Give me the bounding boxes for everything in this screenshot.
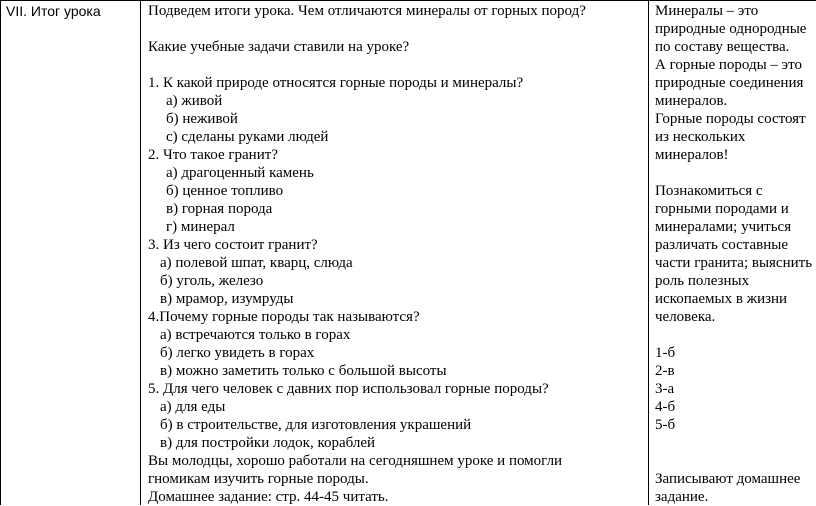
student-line: человека. (655, 309, 716, 325)
student-line: природные соединения (655, 75, 804, 91)
student-line: горными породами и (655, 201, 789, 217)
student-line (655, 452, 812, 470)
homework-line: Домашнее задание: стр. 44-45 читать. (148, 489, 389, 505)
student-line: минералов. (655, 93, 728, 109)
teacher-line: гномикам изучить горные породы. (148, 471, 369, 487)
question-5: 5. Для чего человек с давних пор использовал горные породы? (148, 381, 549, 397)
student-line: задание. (655, 489, 709, 505)
student-line: части гранита; выяснить (655, 255, 813, 271)
quiz-answer: 2-в (655, 363, 675, 379)
answer-option: б) ценное топливо (166, 183, 284, 199)
student-line: Горные породы состоят (655, 111, 806, 127)
student-line: природные однородные (655, 21, 807, 37)
answer-option: в) можно заметить только с большой высоты (160, 363, 447, 379)
answer-option: в) для постройки лодок, кораблей (160, 435, 376, 451)
student-line (655, 434, 812, 452)
teacher-activity-cell (148, 2, 586, 506)
student-line: Минералы – это (655, 3, 759, 19)
student-line: по составу вещества. (655, 39, 790, 55)
question-3: 3. Из чего состоит гранит? (148, 237, 318, 253)
student-line: различать составные (655, 237, 788, 253)
teacher-line: Вы молодцы, хорошо работали на сегодняшнем уроке и помогли (148, 453, 563, 469)
question-1: 1. К какой природе относятся горные породы и минералы? (148, 75, 524, 91)
answer-option: б) легко увидеть в горах (160, 345, 315, 361)
student-line (655, 326, 812, 344)
question-2: 2. Что такое гранит? (148, 147, 278, 163)
stage-title: VII. Итог урока (6, 3, 101, 19)
teacher-line (148, 20, 586, 38)
answer-option: б) в строительстве, для изготовления украшений (160, 417, 472, 433)
answer-option: в) мрамор, изумруды (160, 291, 294, 307)
quiz-answer: 5-б (655, 417, 676, 433)
teacher-line: Подведем итоги урока. Чем отличаются минералы от горных пород? (148, 3, 586, 19)
column-divider-2 (648, 0, 649, 505)
student-line: А горные породы – это (655, 57, 802, 73)
student-line: ископаемых в жизни (655, 291, 788, 307)
answer-option: в) горная порода (166, 201, 273, 217)
answer-option: б) уголь, железо (160, 273, 264, 289)
quiz-answer: 3-а (655, 381, 675, 397)
teacher-line (148, 56, 586, 74)
answer-option: а) для еды (160, 399, 226, 415)
student-line: Записывают домашнее (655, 471, 801, 487)
student-line: минералами; учиться (655, 219, 792, 235)
answer-option: с) сделаны руками людей (166, 129, 329, 145)
quiz-answer: 1-б (655, 345, 676, 361)
answer-option: а) драгоценный камень (166, 165, 314, 181)
answer-option: а) встречаются только в горах (160, 327, 351, 343)
stage-cell (6, 2, 101, 20)
student-line: Познакомиться с (655, 183, 763, 199)
answer-option: а) полевой шпат, кварц, слюда (160, 255, 353, 271)
column-divider-1 (140, 0, 141, 505)
student-line (655, 164, 812, 182)
quiz-answer: 4-б (655, 399, 676, 415)
teacher-line: Какие учебные задачи ставили на уроке? (148, 39, 410, 55)
student-line: минералов! (655, 147, 729, 163)
answer-option: б) неживой (166, 111, 238, 127)
student-line: роль полезных (655, 273, 750, 289)
student-activity-cell (655, 2, 812, 506)
student-line: из нескольких (655, 129, 746, 145)
answer-option: а) живой (166, 93, 223, 109)
table-left-border (0, 0, 1, 505)
answer-option: г) минерал (166, 219, 235, 235)
table-top-border (0, 0, 816, 1)
question-4: 4.Почему горные породы так называются? (148, 309, 420, 325)
